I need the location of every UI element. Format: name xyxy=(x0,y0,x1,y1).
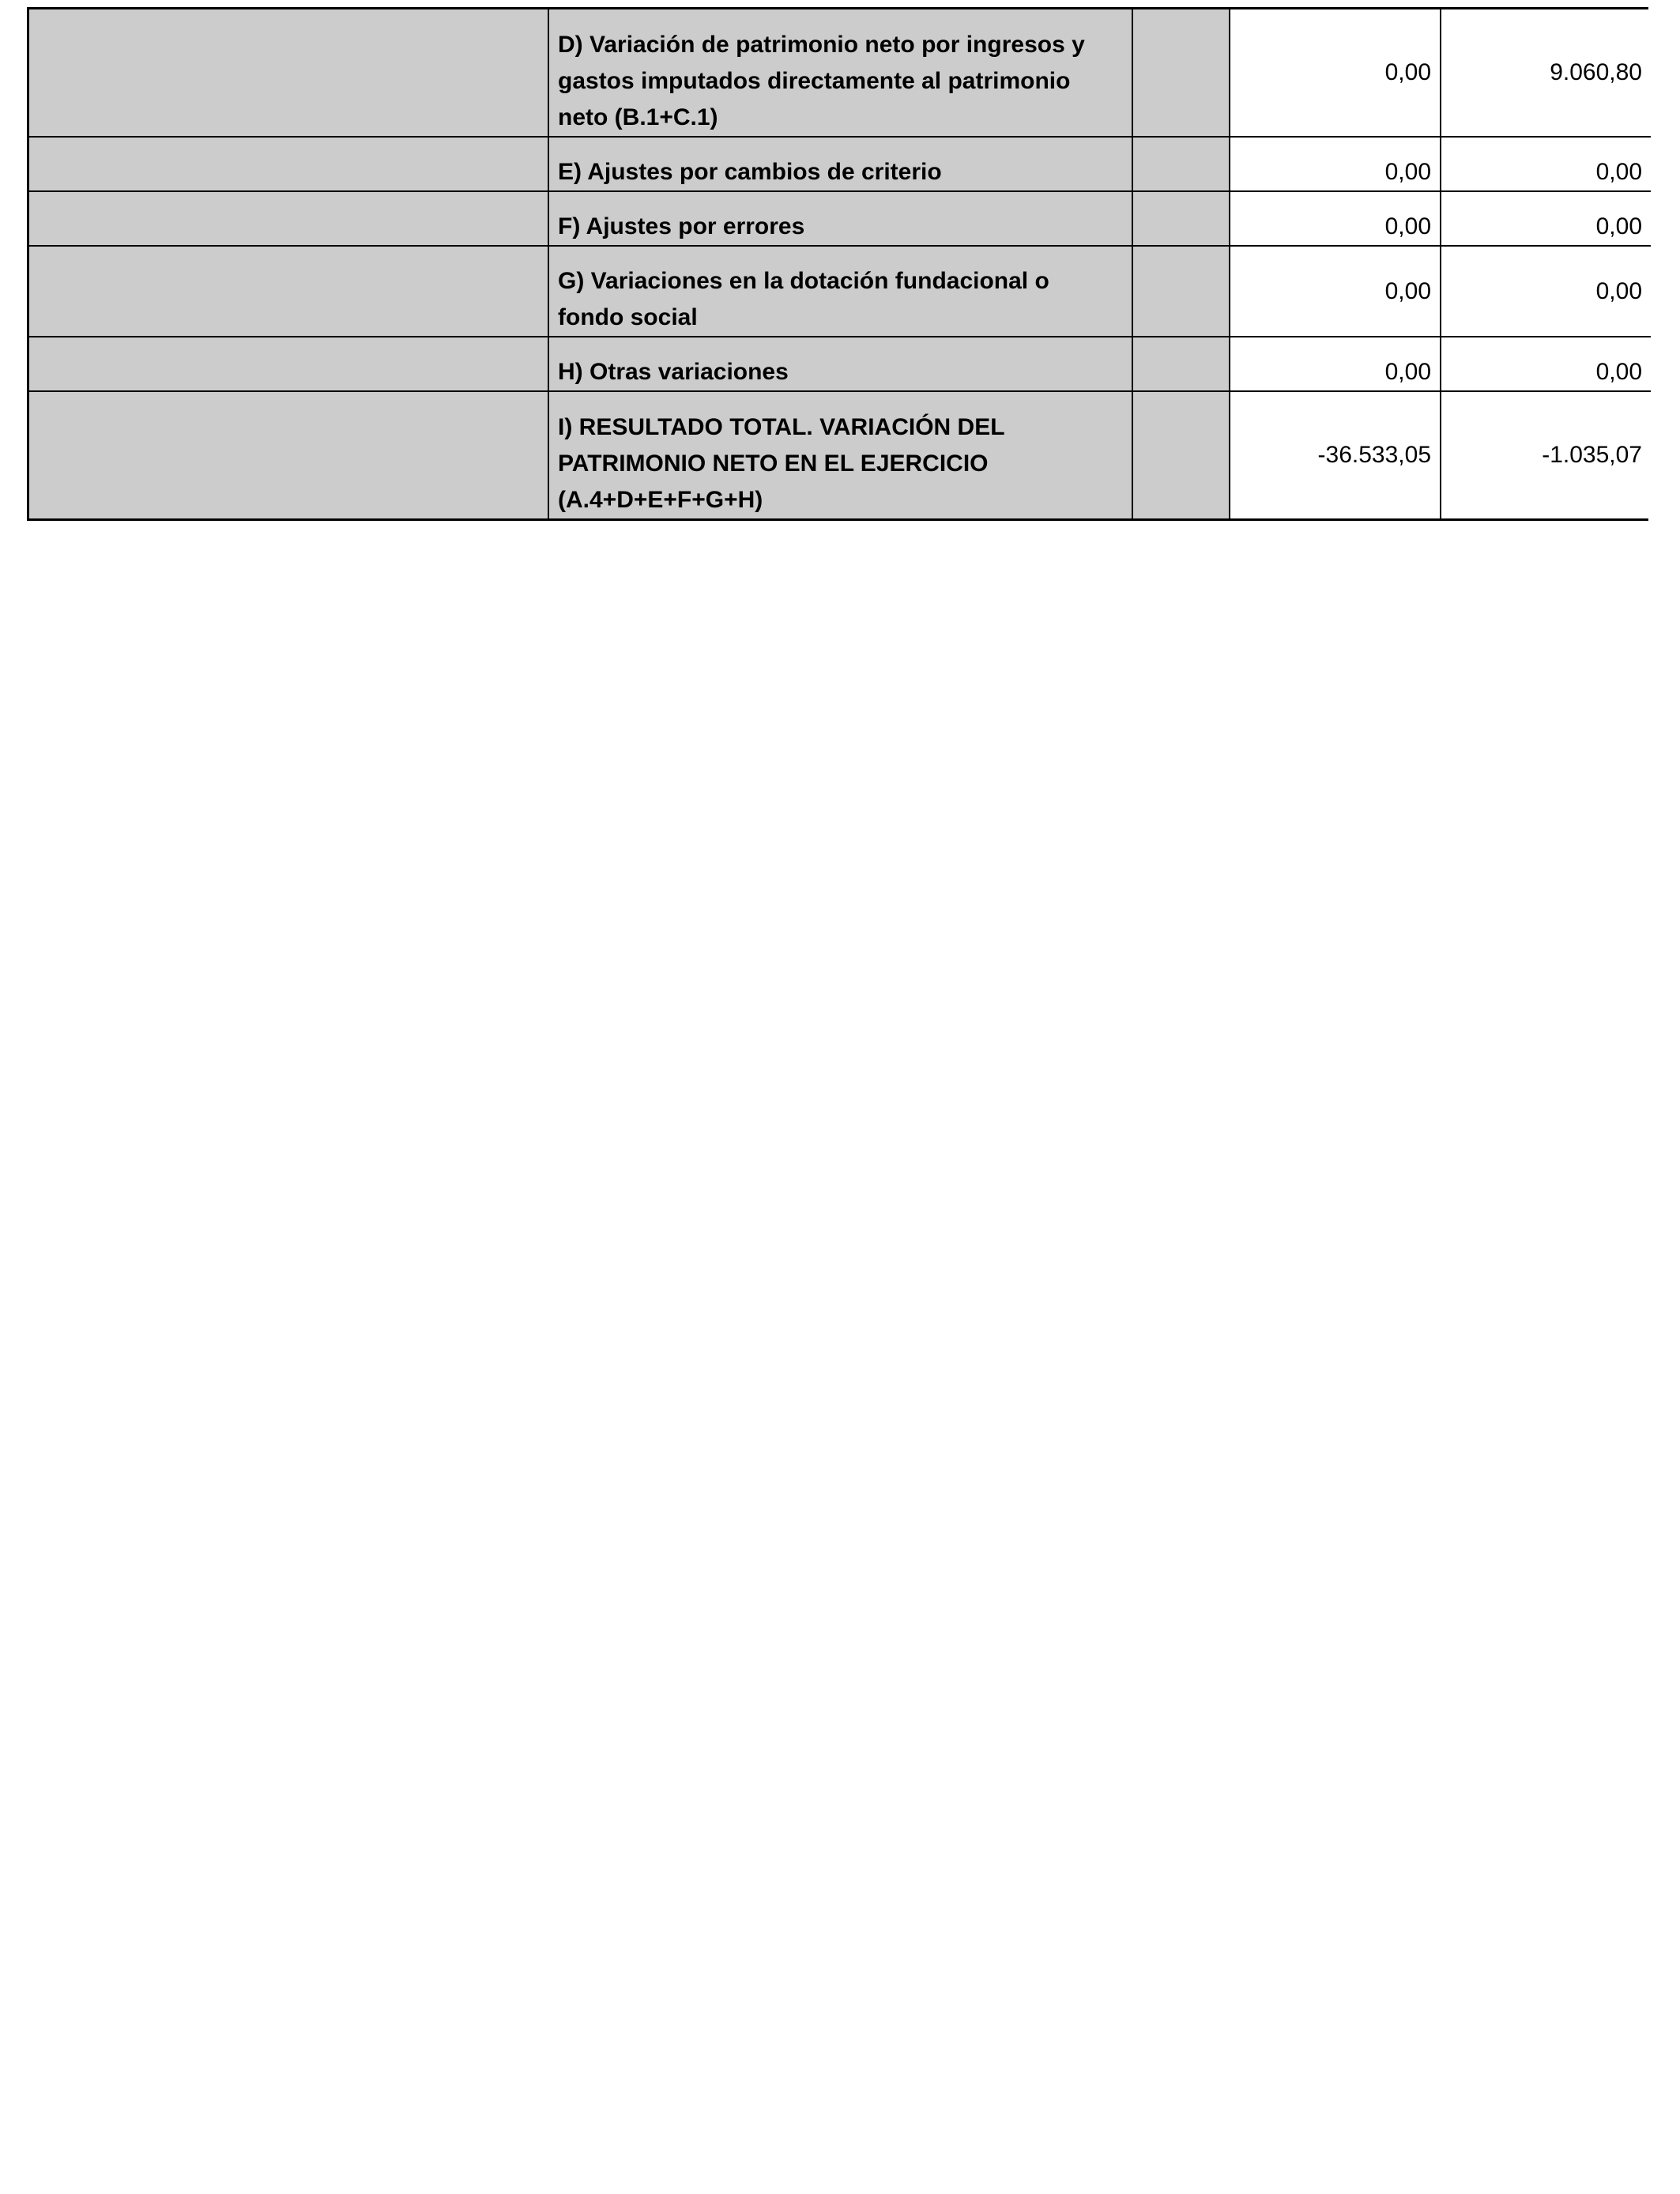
row-value-current: -36.533,05 xyxy=(1230,391,1441,518)
row-note-cell xyxy=(1132,391,1230,518)
row-label: D) Variación de patrimonio neto por ingresos y gastos imputados directamente al patrimonio neto (B.1+C.1) xyxy=(548,9,1132,137)
row-blank-cell xyxy=(29,337,548,391)
row-value-current: 0,00 xyxy=(1230,137,1441,191)
row-value-previous: 0,00 xyxy=(1441,246,1651,337)
table-row xyxy=(29,191,1651,246)
row-blank-cell xyxy=(29,391,548,518)
table-row xyxy=(29,337,1651,391)
equity-statement-table xyxy=(29,9,1651,518)
row-note-cell xyxy=(1132,191,1230,246)
equity-statement-table-container xyxy=(27,7,1648,521)
row-label: F) Ajustes por errores xyxy=(548,191,1132,246)
table-row xyxy=(29,246,1651,337)
row-blank-cell xyxy=(29,191,548,246)
row-blank-cell xyxy=(29,9,548,137)
row-value-previous: 0,00 xyxy=(1441,191,1651,246)
row-value-previous: 0,00 xyxy=(1441,337,1651,391)
table-row-total xyxy=(29,391,1651,518)
row-value-previous: -1.035,07 xyxy=(1441,391,1651,518)
row-value-current: 0,00 xyxy=(1230,246,1441,337)
row-value-current: 0,00 xyxy=(1230,9,1441,137)
row-label: G) Variaciones en la dotación fundacional o fondo social xyxy=(548,246,1132,337)
table-row xyxy=(29,137,1651,191)
row-blank-cell xyxy=(29,137,548,191)
row-value-previous: 0,00 xyxy=(1441,137,1651,191)
table-row xyxy=(29,9,1651,137)
row-label: E) Ajustes por cambios de criterio xyxy=(548,137,1132,191)
row-label: H) Otras variaciones xyxy=(548,337,1132,391)
row-value-previous: 9.060,80 xyxy=(1441,9,1651,137)
row-label: I) RESULTADO TOTAL. VARIACIÓN DEL PATRIMONIO NETO EN EL EJERCICIO (A.4+D+E+F+G+H) xyxy=(548,391,1132,518)
row-value-current: 0,00 xyxy=(1230,191,1441,246)
row-note-cell xyxy=(1132,246,1230,337)
row-note-cell xyxy=(1132,337,1230,391)
row-blank-cell xyxy=(29,246,548,337)
row-note-cell xyxy=(1132,137,1230,191)
row-value-current: 0,00 xyxy=(1230,337,1441,391)
row-note-cell xyxy=(1132,9,1230,137)
